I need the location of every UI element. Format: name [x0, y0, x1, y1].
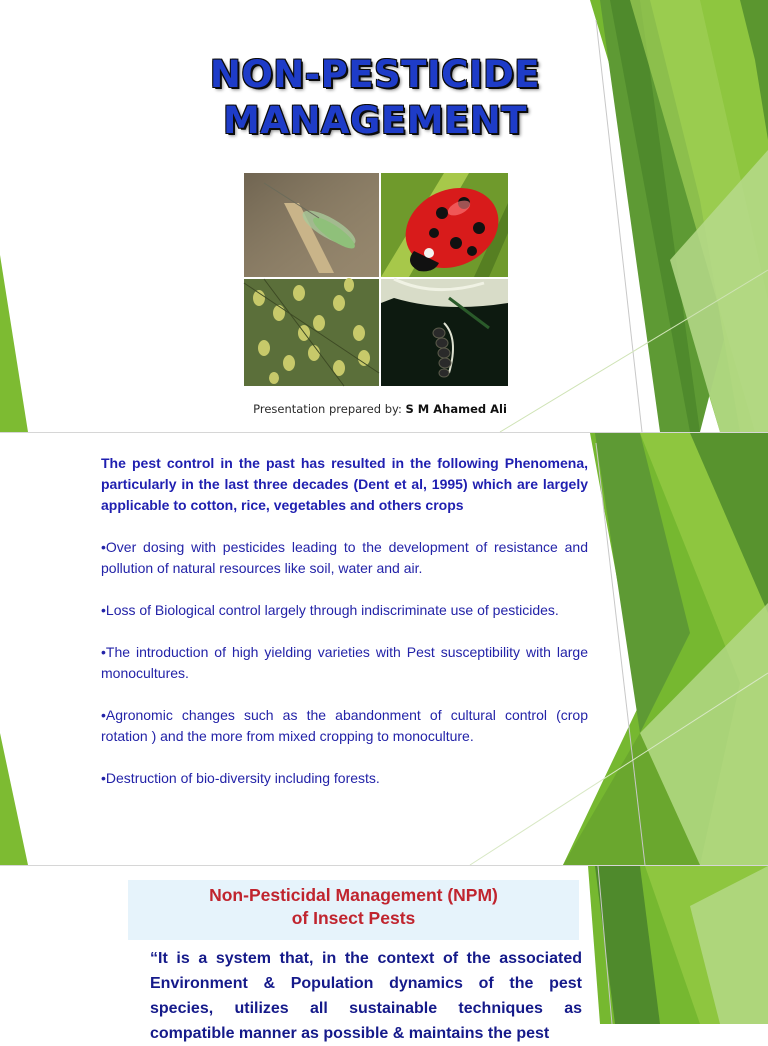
ladybird-photo [381, 173, 512, 283]
bullet-biodiversity: •Destruction of bio-diversity including forests. [101, 770, 380, 786]
slide-title [0, 0, 768, 432]
intro-paragraph: The pest control in the past has resulted in the following Phenomena, particularly in the last three decades (Dent et al, 1995) which are largely applicable to cotton, rice, vegetables and others crops [101, 455, 588, 513]
larva-photo [381, 279, 508, 386]
presenter-credit [180, 402, 580, 416]
npm-definition-quote: “It is a system that, in the context of the associated Environment & Population dynamics of the pest species, utilizes all sustainable techniques as compatible manner as possible & maintains the pest [150, 950, 582, 1042]
title-line-2: MANAGEMENT [223, 99, 527, 142]
npm-heading-line-2: of Insect Pests [291, 908, 416, 928]
neem-seeds-photo [244, 278, 379, 386]
bullet-high-yielding: •The introduction of high yielding varieties with Pest susceptibility with large monocultures. [101, 644, 588, 681]
bullet-agronomic-changes: •Agronomic changes such as the abandonment of cultural control (crop rotation ) and the more from mixed cropping to monoculture. [101, 707, 588, 744]
npm-heading-line-1: Non-Pesticidal Management (NPM) [209, 885, 498, 905]
author-name: S M Ahamed Ali [405, 402, 507, 416]
npm-heading [128, 884, 579, 930]
slide-title-heading [180, 52, 570, 144]
insect-photo-collage [244, 173, 508, 386]
slide-npm-definition [0, 866, 768, 1042]
title-line-1: NON-PESTICIDE [209, 53, 541, 96]
bullet-overdosing: •Over dosing with pesticides leading to the development of resistance and pollution of natural resources like soil, water and air. [101, 539, 588, 576]
lacewing-photo [244, 173, 379, 277]
slide-pest-control-history [0, 433, 768, 865]
bullet-biological-control: •Loss of Biological control largely through indiscriminate use of pesticides. [101, 602, 559, 618]
prepared-label: Presentation prepared by: [253, 402, 406, 416]
pest-control-text [101, 453, 588, 810]
